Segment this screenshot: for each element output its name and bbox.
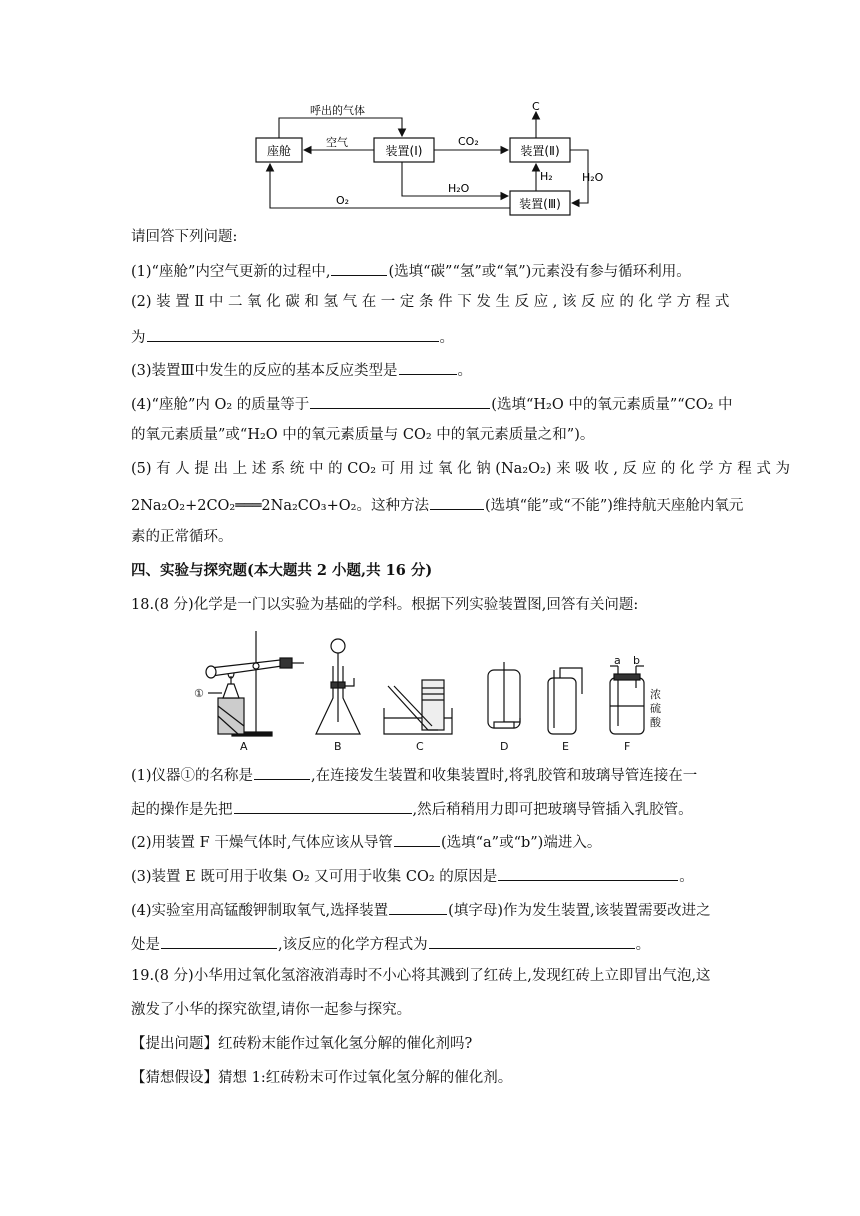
question-2: (2) 装 置 Ⅱ 中 二 氧 化 碳 和 氢 气 在 一 定 条 件 下 发 生 反 应 , 该 反 应 的 化 学 方 程 式 (131, 294, 730, 310)
answer-blank[interactable] (234, 797, 412, 814)
f-port-b: b (633, 654, 640, 667)
air-label: 空气 (326, 136, 348, 149)
device3-label: 装置(Ⅲ) (519, 197, 561, 211)
apparatus-label-b: B (334, 740, 342, 753)
answer-blank[interactable] (399, 358, 457, 375)
question-3: (3)装置Ⅲ中发生的反应的基本反应类型是 。 (131, 358, 472, 381)
answer-blank[interactable] (310, 392, 490, 409)
h2o-mid-label: H₂O (448, 182, 470, 195)
carbon-label: C (532, 100, 540, 113)
apparatus-label-d: D (500, 740, 509, 753)
answer-blank[interactable] (394, 830, 440, 847)
cabin-label: 座舱 (266, 144, 292, 158)
question-5-cont: 2Na₂O₂+2CO₂═══2Na₂CO₃+O₂。这种方法 (选填“能”或“不能”)维持航天座舱内氧元 (131, 493, 743, 516)
question-19-cont: 激发了小华的探究欲望,请你一起参与探究。 (131, 1002, 412, 1018)
f-acid-char-2: 硫 (650, 702, 661, 715)
apparatus-label-a: A (240, 740, 248, 753)
prompt-line: 请回答下列问题: (131, 229, 238, 245)
question-18-4: (4)实验室用高锰酸钾制取氧气,选择装置 (填字母)作为发生装置,该装置需要改进之 (131, 898, 711, 921)
question-18: 18.(8 分)化学是一门以实验为基础的学科。根据下列实验装置图,回答有关问题: (131, 597, 639, 613)
question-18-3: (3)装置 E 既可用于收集 O₂ 又可用于收集 CO₂ 的原因是 。 (131, 864, 694, 887)
instrument-1-marker: ① (194, 687, 204, 700)
question-18-4-cont: 处是 ,该反应的化学方程式为 。 (131, 932, 650, 955)
answer-blank[interactable] (430, 493, 484, 510)
apparatus-label-e: E (562, 740, 569, 753)
exhaled-gas-label: 呼出的气体 (310, 104, 365, 117)
raise-question: 【提出问题】红砖粉末能作过氧化氢分解的催化剂吗? (131, 1036, 473, 1052)
f-acid-char-3: 酸 (650, 716, 661, 729)
answer-blank[interactable] (161, 932, 277, 949)
question-5: (5) 有 人 提 出 上 述 系 统 中 的 CO₂ 可 用 过 氧 化 钠 (Na₂O₂) 来 吸 收 , 反 应 的 化 学 方 程 式 为 (131, 461, 790, 477)
cycle-flow-diagram (240, 100, 620, 220)
f-acid-char-1: 浓 (650, 688, 661, 701)
question-19: 19.(8 分)小华用过氧化氢溶液消毒时不小心将其溅到了红砖上,发现红砖上立即冒出气泡,这 (131, 968, 711, 984)
device1-label: 装置(Ⅰ) (385, 144, 423, 158)
question-18-1-cont: 起的操作是先把 ,然后稍稍用力即可把玻璃导管插入乳胶管。 (131, 797, 693, 820)
answer-blank[interactable] (331, 259, 387, 276)
answer-blank[interactable] (147, 325, 439, 342)
hypothesis: 【猜想假设】猜想 1:红砖粉末可作过氧化氢分解的催化剂。 (131, 1070, 513, 1086)
answer-blank[interactable] (498, 864, 678, 881)
answer-blank[interactable] (389, 898, 447, 915)
f-port-a: a (614, 654, 621, 667)
answer-blank[interactable] (254, 763, 310, 780)
question-2-cont: 为 。 (131, 325, 454, 348)
question-1: (1)“座舱”内空气更新的过程中, (选填“碳”“氢”或“氧”)元素没有参与循环利用。 (131, 259, 691, 282)
co2-label: CO₂ (458, 135, 479, 148)
apparatus-label-c: C (416, 740, 424, 753)
h2o-right-label: H₂O (582, 171, 604, 184)
question-18-1: (1)仪器①的名称是 ,在连接发生装置和收集装置时,将乳胶管和玻璃导管连接在一 (131, 763, 697, 786)
question-4-cont: 的氧元素质量”或“H₂O 中的氧元素质量与 CO₂ 中的氧元素质量之和”)。 (131, 427, 595, 443)
h2-label: H₂ (540, 170, 553, 183)
device2-label: 装置(Ⅱ) (520, 144, 560, 158)
apparatus-label-f: F (624, 740, 631, 753)
section-heading: 四、实验与探究题(本大题共 2 小题,共 16 分) (131, 562, 433, 579)
apparatus-figure (188, 626, 688, 756)
answer-blank[interactable] (429, 932, 635, 949)
question-5-end: 素的正常循环。 (131, 529, 233, 545)
question-4: (4)“座舱”内 O₂ 的质量等于 (选填“H₂O 中的氧元素质量”“CO₂ 中 (131, 392, 733, 415)
question-18-2: (2)用装置 F 干燥气体时,气体应该从导管 (选填“a”或“b”)端进入。 (131, 830, 601, 853)
o2-label: O₂ (336, 194, 350, 207)
